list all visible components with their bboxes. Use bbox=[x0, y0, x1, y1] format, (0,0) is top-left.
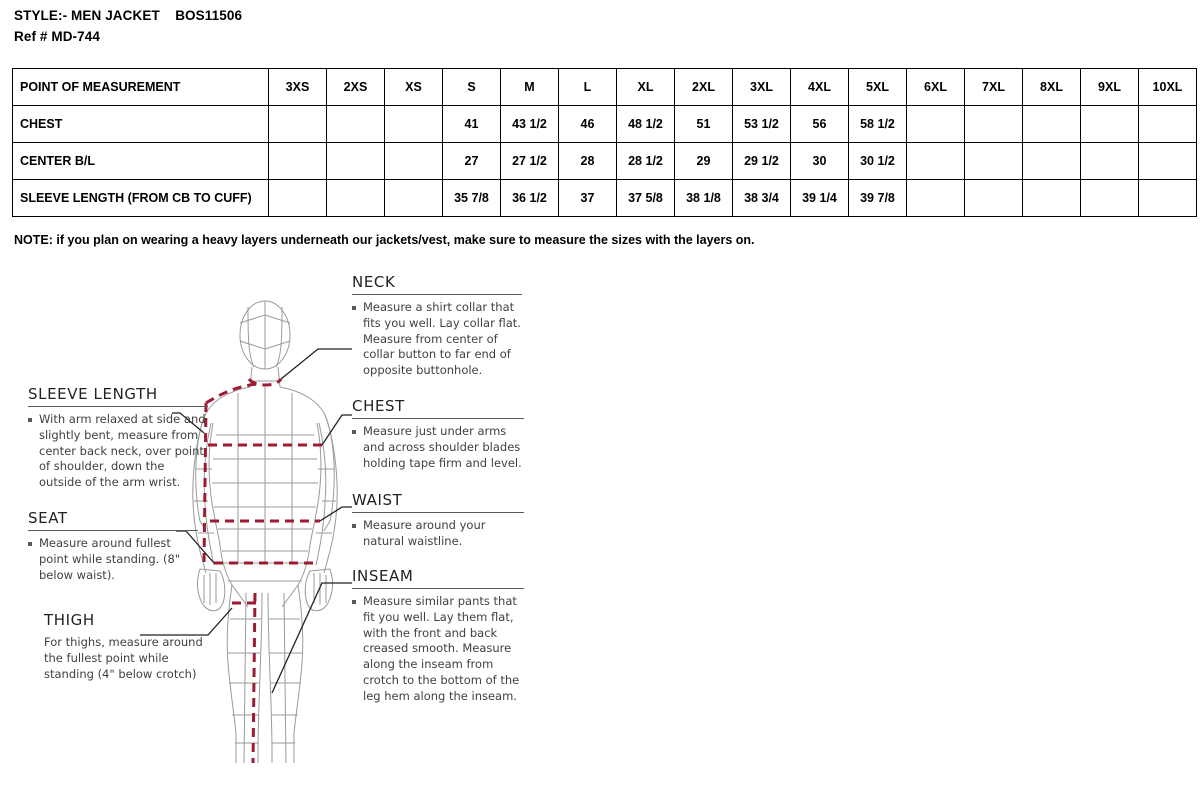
column-header-size-m: M bbox=[501, 68, 559, 105]
measurement-table-container bbox=[12, 68, 1188, 217]
measurement-cell: 28 1/2 bbox=[617, 142, 675, 179]
measurement-table bbox=[12, 68, 1197, 217]
measurement-cell bbox=[385, 105, 443, 142]
column-header-size-2xs: 2XS bbox=[327, 68, 385, 105]
measurement-cell: 29 bbox=[675, 142, 733, 179]
callout-chest-rule bbox=[352, 418, 524, 419]
measurement-cell bbox=[1023, 142, 1081, 179]
measurement-cell: 51 bbox=[675, 105, 733, 142]
column-header-size-3xl: 3XL bbox=[733, 68, 791, 105]
row-label: SLEEVE LENGTH (FROM CB TO CUFF) bbox=[13, 179, 269, 216]
document-header bbox=[0, 0, 1200, 48]
measurement-cell bbox=[1081, 179, 1139, 216]
measurement-cell: 38 3/4 bbox=[733, 179, 791, 216]
measurement-cell bbox=[327, 179, 385, 216]
callout-sleeve-length-title: SLEEVE LENGTH bbox=[28, 384, 158, 403]
callout-waist-body: Measure around your natural waistline. bbox=[352, 518, 524, 550]
callout-chest-body: Measure just under arms and across shoulder blades holding tape firm and level. bbox=[352, 424, 524, 472]
callout-chest-title: CHEST bbox=[352, 396, 405, 415]
callout-seat-title: SEAT bbox=[28, 508, 68, 527]
callout-thigh bbox=[44, 611, 220, 683]
callout-inseam-body: Measure similar pants that fit you well. Lay them flat, with the front and back creased smooth. Measure along the inseam from crotch to the bottom of the leg hem along the inseam. bbox=[352, 594, 524, 705]
callout-sleeve-length-body: With arm relaxed at side and slightly bent, measure from center back neck, over point of shoulder, down the outside of the arm wrist. bbox=[28, 412, 208, 491]
callout-neck-body: Measure a shirt collar that fits you well. Lay collar flat. Measure from center of collar button to far end of opposite buttonhole. bbox=[352, 300, 522, 379]
measurement-diagram bbox=[0, 263, 1200, 763]
measurement-cell bbox=[965, 142, 1023, 179]
callout-thigh-body: For thighs, measure around the fullest point while standing (4" below crotch) bbox=[44, 634, 203, 681]
callout-neck bbox=[352, 273, 522, 379]
measurement-cell: 48 1/2 bbox=[617, 105, 675, 142]
column-header-size-9xl: 9XL bbox=[1081, 68, 1139, 105]
measurement-cell bbox=[907, 105, 965, 142]
callout-neck-rule bbox=[352, 294, 522, 295]
callout-waist-title: WAIST bbox=[352, 490, 403, 509]
callout-sleeve-length-rule bbox=[28, 406, 208, 407]
measurement-cell bbox=[1139, 179, 1197, 216]
callout-inseam-title: INSEAM bbox=[352, 566, 414, 585]
callout-inseam bbox=[352, 567, 524, 705]
column-header-size-2xl: 2XL bbox=[675, 68, 733, 105]
callout-inseam-rule bbox=[352, 588, 524, 589]
measurement-cell: 53 1/2 bbox=[733, 105, 791, 142]
measurement-cell bbox=[1081, 142, 1139, 179]
measurement-cell: 46 bbox=[559, 105, 617, 142]
callout-seat-rule bbox=[28, 530, 198, 531]
callout-seat-body: Measure around fullest point while standing. (8" below waist). bbox=[28, 536, 198, 584]
measurement-cell bbox=[385, 179, 443, 216]
column-header-size-8xl: 8XL bbox=[1023, 68, 1081, 105]
measurement-cell: 35 7/8 bbox=[443, 179, 501, 216]
column-header-size-5xl: 5XL bbox=[849, 68, 907, 105]
callout-thigh-title: THIGH bbox=[44, 610, 95, 629]
measurement-cell: 27 bbox=[443, 142, 501, 179]
measurement-cell bbox=[1139, 105, 1197, 142]
column-header-point-of-measurement: POINT OF MEASUREMENT bbox=[13, 68, 269, 105]
measurement-cell: 27 1/2 bbox=[501, 142, 559, 179]
column-header-size-s: S bbox=[443, 68, 501, 105]
column-header-size-xs: XS bbox=[385, 68, 443, 105]
measurement-cell: 39 1/4 bbox=[791, 179, 849, 216]
table-row bbox=[13, 105, 1197, 142]
table-row bbox=[13, 179, 1197, 216]
measurement-cell bbox=[965, 179, 1023, 216]
column-header-size-4xl: 4XL bbox=[791, 68, 849, 105]
callout-neck-title: NECK bbox=[352, 272, 396, 291]
measurement-cell bbox=[965, 105, 1023, 142]
measurement-cell: 39 7/8 bbox=[849, 179, 907, 216]
callout-seat bbox=[28, 509, 198, 584]
measurement-cell bbox=[907, 142, 965, 179]
measurement-cell: 41 bbox=[443, 105, 501, 142]
measurement-cell: 37 5/8 bbox=[617, 179, 675, 216]
table-header-row bbox=[13, 68, 1197, 105]
column-header-size-l: L bbox=[559, 68, 617, 105]
row-label: CENTER B/L bbox=[13, 142, 269, 179]
column-header-size-7xl: 7XL bbox=[965, 68, 1023, 105]
measurement-cell: 58 1/2 bbox=[849, 105, 907, 142]
column-header-size-xl: XL bbox=[617, 68, 675, 105]
column-header-size-10xl: 10XL bbox=[1139, 68, 1197, 105]
callout-waist bbox=[352, 491, 524, 550]
measurement-cell bbox=[269, 105, 327, 142]
style-line: STYLE:- MEN JACKET BOS11506 bbox=[14, 8, 243, 23]
measurement-cell bbox=[327, 105, 385, 142]
callout-sleeve-length bbox=[28, 385, 208, 491]
measurement-cell: 56 bbox=[791, 105, 849, 142]
table-row bbox=[13, 142, 1197, 179]
measurement-cell bbox=[907, 179, 965, 216]
reference-line: Ref # MD-744 bbox=[14, 28, 100, 44]
column-header-size-6xl: 6XL bbox=[907, 68, 965, 105]
measurement-cell: 38 1/8 bbox=[675, 179, 733, 216]
measurement-cell bbox=[1139, 142, 1197, 179]
measurement-cell bbox=[1023, 105, 1081, 142]
measurement-cell bbox=[385, 142, 443, 179]
callout-waist-rule bbox=[352, 512, 524, 513]
column-header-size-3xs: 3XS bbox=[269, 68, 327, 105]
measurement-cell: 43 1/2 bbox=[501, 105, 559, 142]
measurement-cell bbox=[269, 142, 327, 179]
measurement-cell bbox=[1081, 105, 1139, 142]
measurement-cell bbox=[1023, 179, 1081, 216]
measurement-cell: 36 1/2 bbox=[501, 179, 559, 216]
callout-chest bbox=[352, 397, 524, 472]
measurement-cell: 28 bbox=[559, 142, 617, 179]
measurement-cell bbox=[327, 142, 385, 179]
row-label: CHEST bbox=[13, 105, 269, 142]
measurement-cell: 30 1/2 bbox=[849, 142, 907, 179]
measurement-cell: 30 bbox=[791, 142, 849, 179]
measurement-cell: 37 bbox=[559, 179, 617, 216]
layering-note: NOTE: if you plan on wearing a heavy layers underneath our jackets/vest, make sure to measure the sizes with the layers on. bbox=[14, 232, 755, 247]
measurement-cell: 29 1/2 bbox=[733, 142, 791, 179]
measurement-cell bbox=[269, 179, 327, 216]
